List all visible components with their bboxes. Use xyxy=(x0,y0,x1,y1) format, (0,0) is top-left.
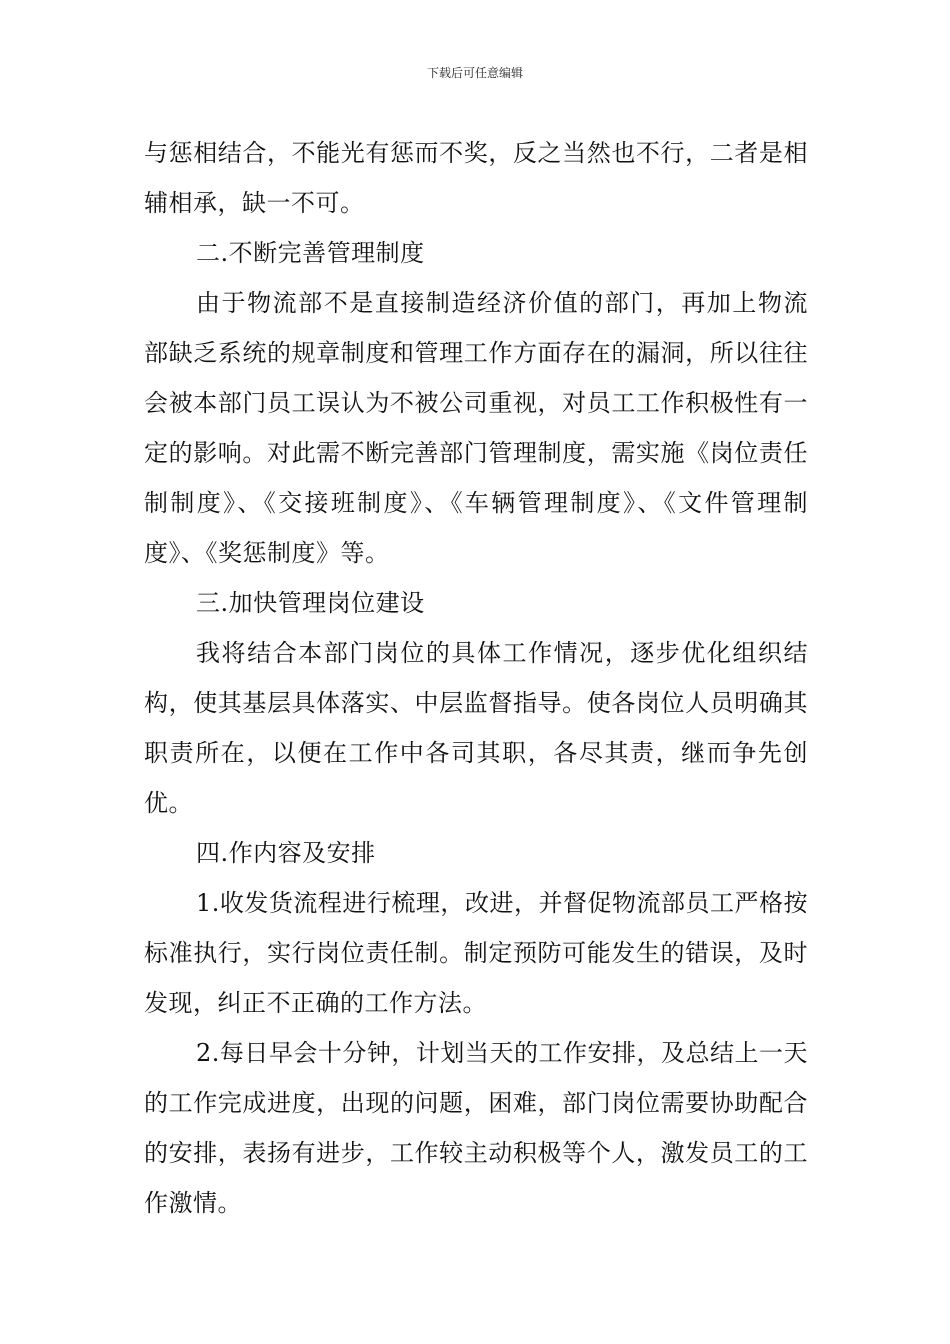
paragraph-continuation: 与惩相结合，不能光有惩而不奖，反之当然也不行，二者是相辅相承，缺一不可。 xyxy=(144,139,808,217)
section-heading-2: 二.不断完善管理制度 xyxy=(196,239,425,267)
paragraph-management-system: 由于物流部不是直接制造经济价值的部门，再加上物流部缺乏系统的规章制度和管理工作方面存在的漏洞，所以往往会被本部门员工误认为不被公司重视，对员工工作积极性有一定的影响。对此需不断完善部门管理制度，需实施《岗位责任制制度》、《交接班制度》、《车辆管理制度》、《文件管理制度》、《奖惩制度》等。 xyxy=(144,289,808,567)
section-heading-3: 三.加快管理岗位建设 xyxy=(196,589,425,617)
paragraph-position-building: 我将结合本部门岗位的具体工作情况，逐步优化组织结构，使其基层具体落实、中层监督指导。使各岗位人员明确其职责所在，以便在工作中各司其职，各尽其责，继而争先创优。 xyxy=(144,639,808,817)
list-item-2: 2.每日早会十分钟，计划当天的工作安排，及总结上一天的工作完成进度，出现的问题，困难，部门岗位需要协助配合的安排，表扬有进步，工作较主动积极等个人，激发员工的工作激情。 xyxy=(144,1039,808,1217)
list-item-1: 1.收发货流程进行梳理，改进，并督促物流部员工严格按标准执行，实行岗位责任制。制定预防可能发生的错误，及时发现，纠正不正确的工作方法。 xyxy=(144,889,808,1017)
section-heading-4: 四.作内容及安排 xyxy=(196,839,376,867)
document-body xyxy=(144,128,808,1228)
page-header: 下载后可任意编辑 xyxy=(426,66,523,80)
